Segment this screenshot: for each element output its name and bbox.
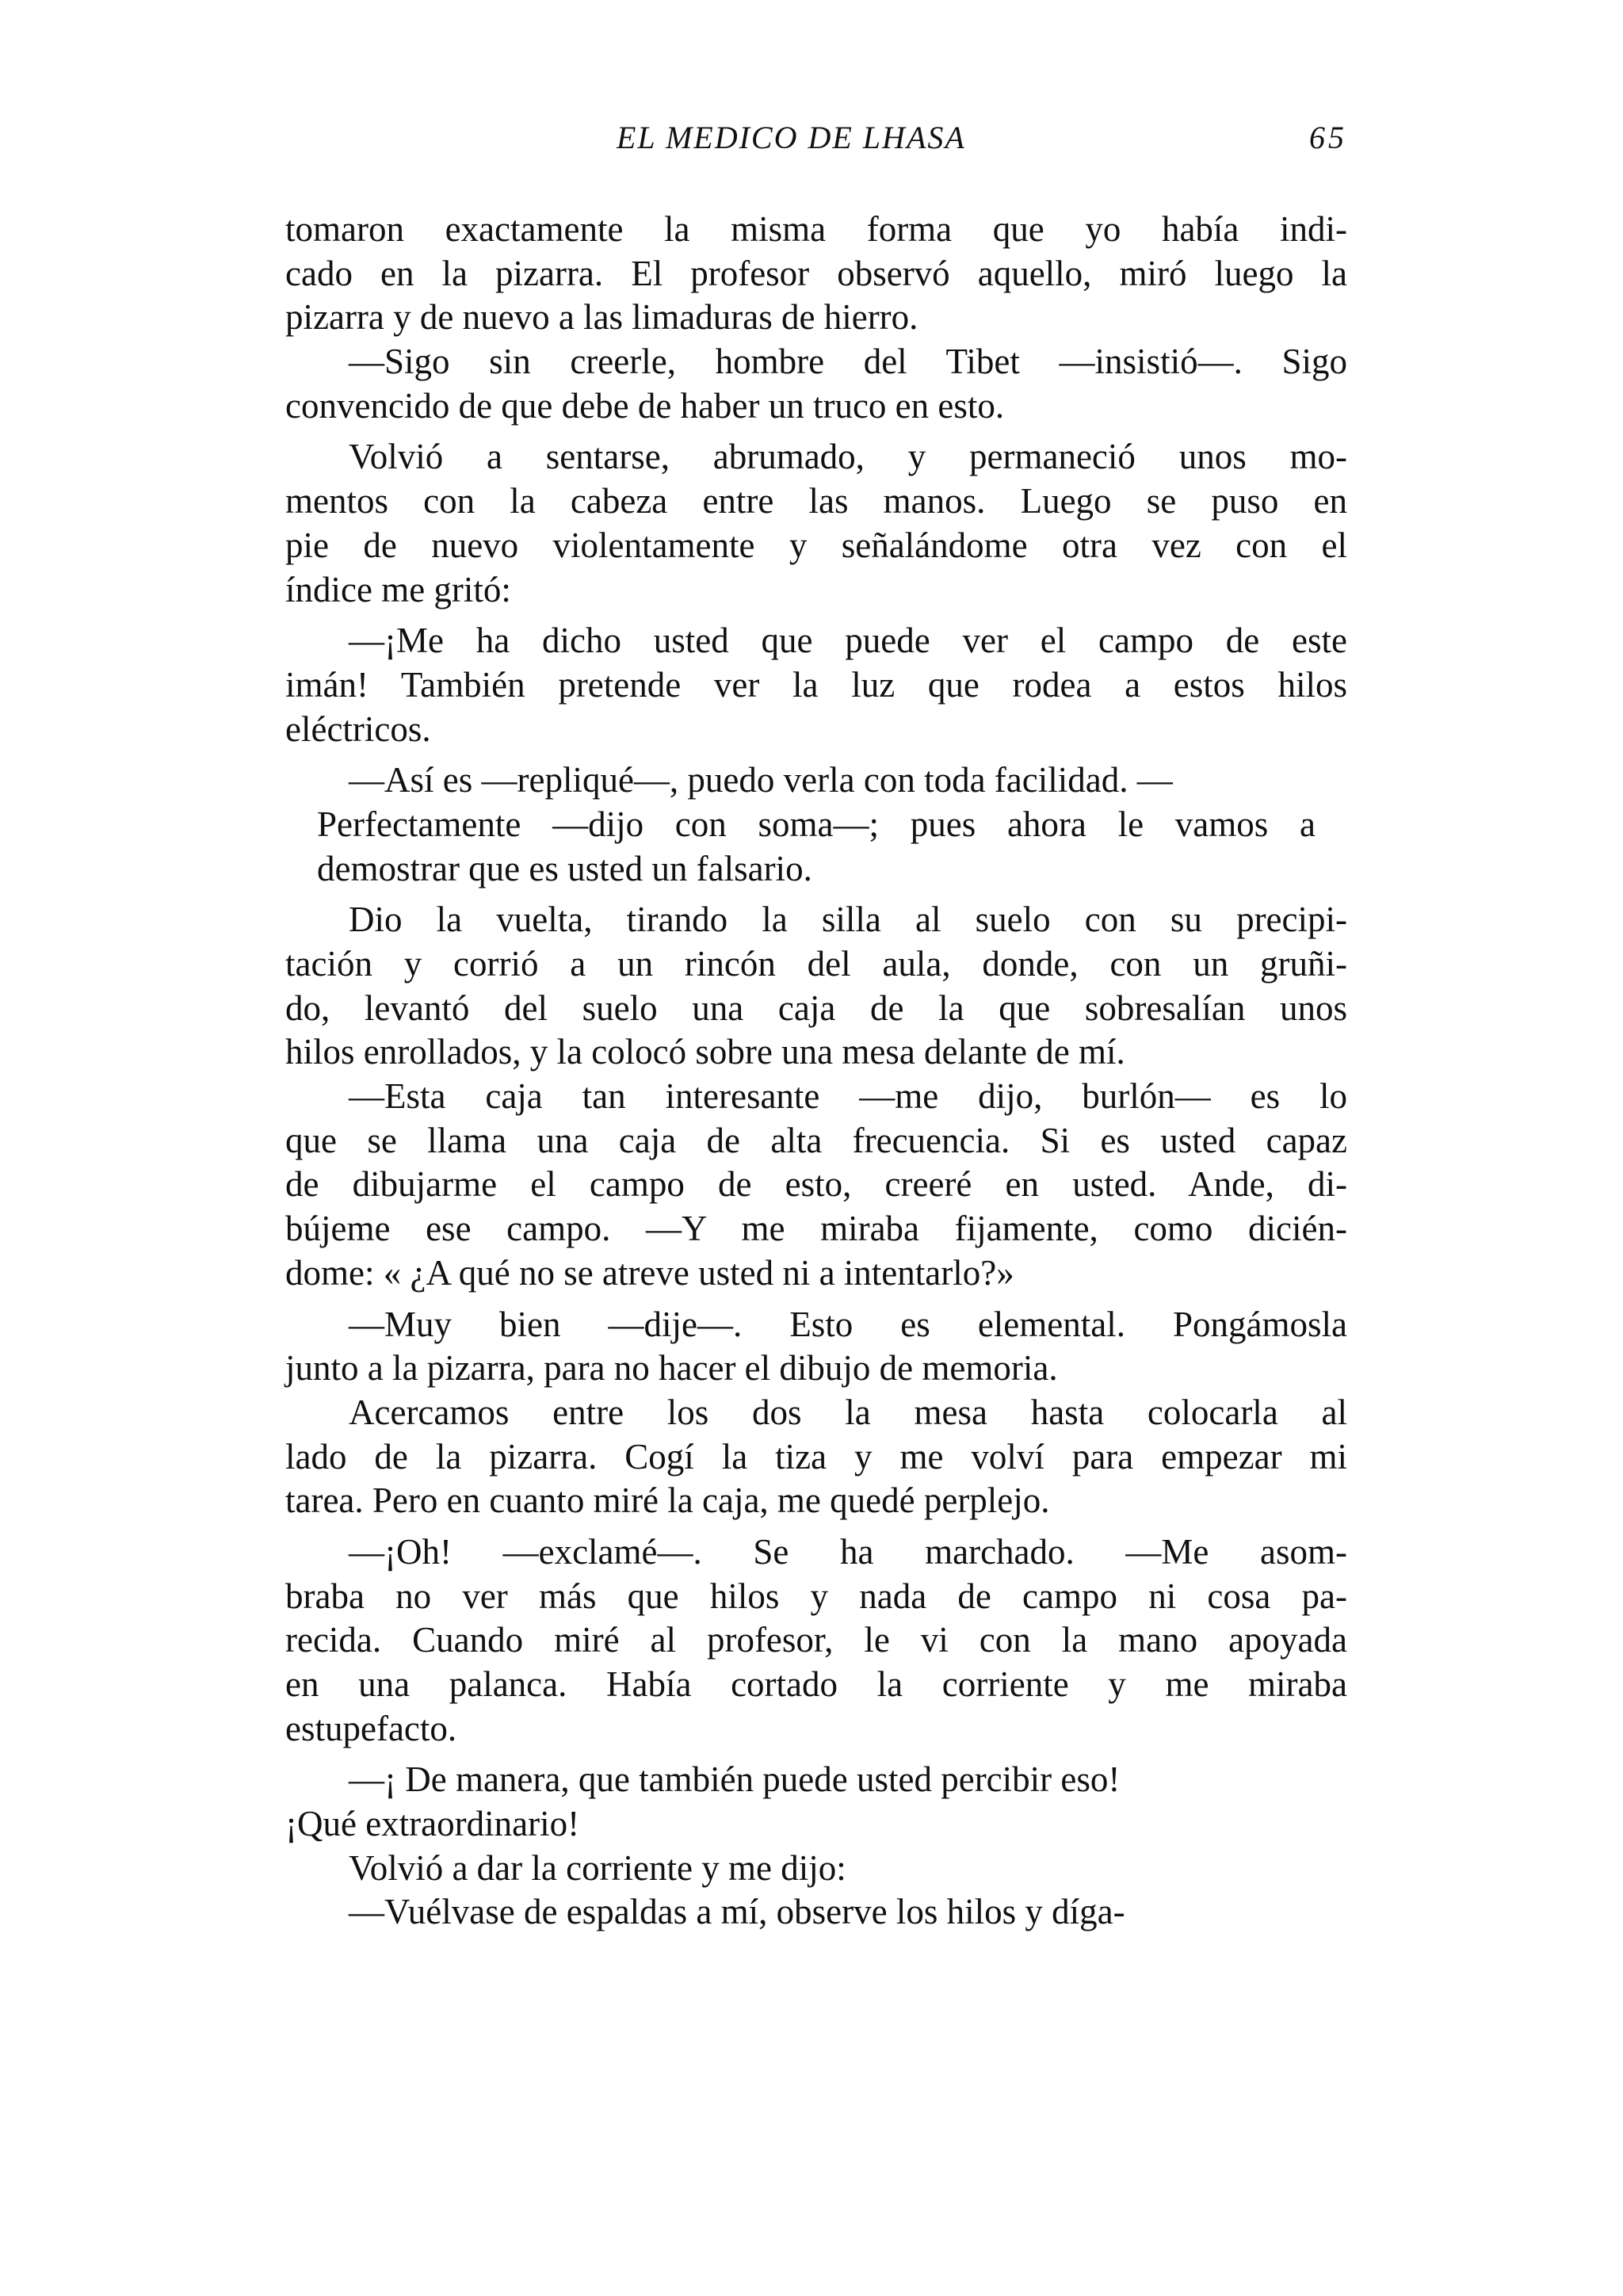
text-line: —¡ De manera, que también puede usted percibir eso! [349,1759,1121,1800]
text-line: Acercamos entre los dos la mesa hasta colocarla al [349,1392,1347,1432]
text-line: ¡Qué extraordinario! [285,1804,580,1844]
text-line: pizarra y de nuevo a las limaduras de hierro. [285,297,918,338]
text-line: que se llama una caja de alta frecuencia. Si es usted capaz [285,1120,1347,1160]
text-line: —Esta caja tan interesante —me dijo, burlón— es lo [349,1076,1347,1117]
text-line: Volvió a dar la corriente y me dijo: [349,1847,846,1888]
text-line: —¡Oh! —exclamé—. Se ha marchado. —Me asom- [349,1531,1347,1572]
text-line: índice me gritó: [285,569,511,609]
page-header [285,119,1347,166]
body-text [285,208,1347,1935]
text-line: hilos enrollados, y la colocó sobre una mesa delante de mí. [285,1032,1125,1072]
text-line: cado en la pizarra. El profesor observó aquello, miró luego la [285,253,1347,293]
text-line: mentos con la cabeza entre las manos. Luego se puso en [285,481,1347,521]
text-line: recida. Cuando miré al profesor, le vi con la mano apoyada [285,1620,1347,1660]
page-number: 65 [1309,120,1347,155]
text-line: imán! También pretende ver la luz que rodea a estos hilos [285,664,1347,705]
text-line: do, levantó del suelo una caja de la que sobresalían unos [285,988,1347,1028]
text-line: Dio la vuelta, tirando la silla al suelo con su precipi- [349,900,1347,940]
text-line: tomaron exactamente la misma forma que yo había indi- [285,209,1347,249]
text-line: estupefacto. [285,1708,457,1748]
text-line: pie de nuevo violentamente y señalándome otra vez con el [285,525,1347,565]
running-title: EL MEDICO DE LHASA [617,120,966,155]
text-line: de dibujarme el campo de esto, creeré en usted. Ande, di- [285,1164,1347,1205]
text-line: demostrar que es usted un falsario. [317,848,812,888]
text-line: tarea. Pero en cuanto miré la caja, me quedé perplejo. [285,1480,1050,1521]
text-line: eléctricos. [285,709,431,749]
text-line: en una palanca. Había cortado la corriente y me miraba [285,1664,1347,1704]
text-line: —Muy bien —dije—. Esto es elemental. Pongámosla [349,1304,1347,1344]
text-line: convencido de que debe de haber un truco en esto. [285,385,1005,426]
text-line: Volvió a sentarse, abrumado, y permaneció unos mo- [349,437,1347,477]
text-line: —Sigo sin creerle, hombre del Tibet —insistió—. Sigo [349,342,1347,382]
text-line: braba no ver más que hilos y nada de campo ni cosa pa- [285,1576,1347,1616]
text-line: lado de la pizarra. Cogí la tiza y me volví para empezar mi [285,1436,1347,1477]
text-line: Perfectamente —dijo con soma—; pues ahora le vamos a [317,804,1316,844]
text-line: —¡Me ha dicho usted que puede ver el campo de este [349,621,1347,661]
text-line: dome: « ¿A qué no se atreve usted ni a intentarlo?» [285,1252,1014,1293]
text-line: bújeme ese campo. —Y me miraba fijamente, como dicién- [285,1209,1347,1249]
text-line: —Así es —repliqué—, puedo verla con toda facilidad. — [349,760,1173,800]
text-line: junto a la pizarra, para no hacer el dibujo de memoria. [285,1348,1058,1389]
text-line: —Vuélvase de espaldas a mí, observe los hilos y díga- [349,1892,1125,1932]
text-line: tación y corrió a un rincón del aula, donde, con un gruñi- [285,944,1347,984]
